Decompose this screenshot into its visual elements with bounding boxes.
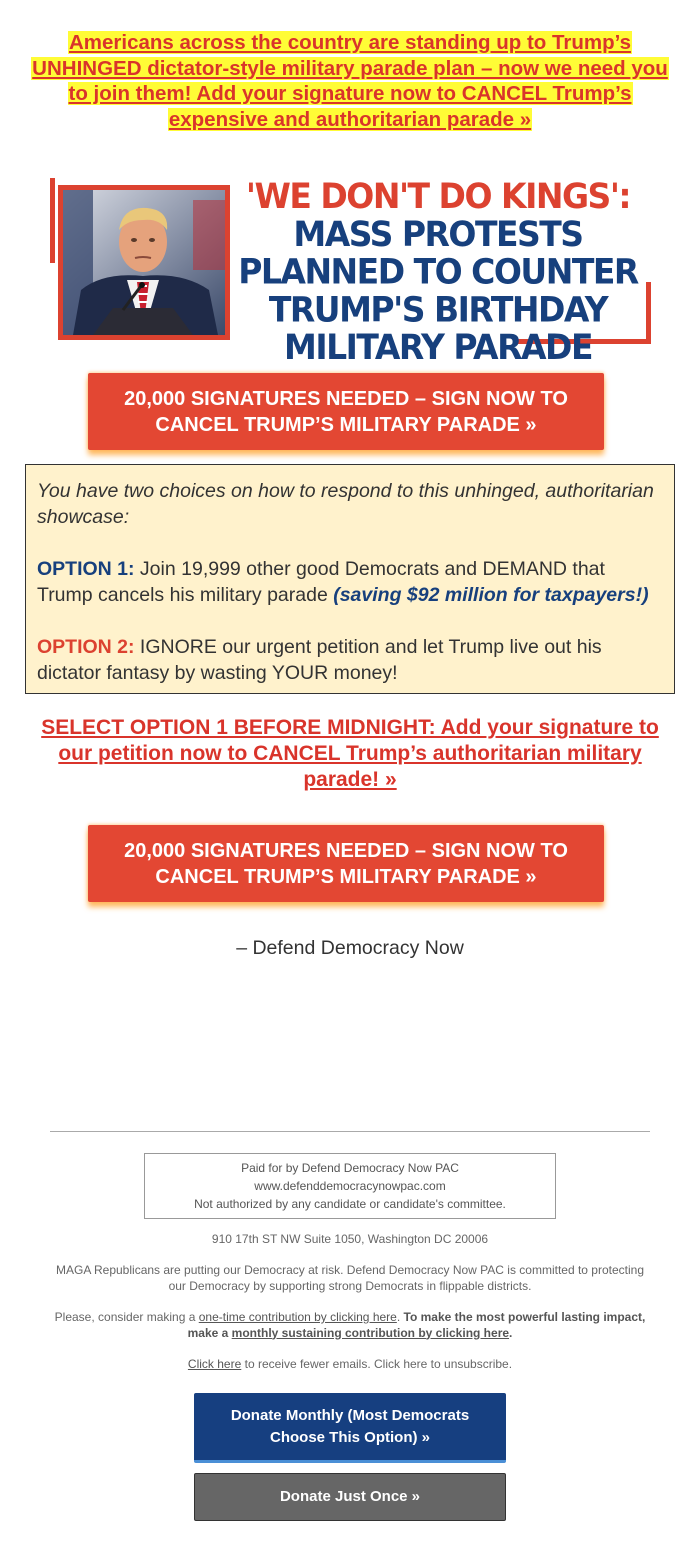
option-1-saving: (saving $92 million for taxpayers!) [333, 584, 649, 606]
paid-for-box [144, 1153, 556, 1219]
banner-headline [228, 175, 648, 368]
banner-quote: 'WE DON'T DO KINGS': [245, 175, 631, 217]
donate-monthly-label: Donate Monthly (Most Democrats Choose This Option) » [230, 1406, 470, 1446]
signoff: – Defend Democracy Now [236, 937, 464, 959]
fewer-emails-link[interactable]: Click here [187, 1357, 242, 1371]
donate-once-label: Donate Just Once » [279, 1488, 421, 1505]
option-1-text [37, 556, 663, 608]
headline-link-wrap[interactable] [25, 30, 675, 132]
monthly-contribution-link[interactable]: monthly sustaining contribution by clicking here [231, 1325, 510, 1340]
unsubscribe-text [50, 1357, 650, 1373]
not-authorized-text: Not authorized by any candidate or candidate's committee. [194, 1197, 506, 1211]
contrib-prefix: Please, consider making a [54, 1310, 199, 1324]
address-text: 910 17th ST NW Suite 1050, Washington DC 20006 [211, 1232, 489, 1246]
option-1-body: Join 19,999 other good Democrats and DEMAND that Trump cancels his military parade [37, 558, 605, 606]
option-2-text [37, 634, 663, 686]
contribution-text [50, 1310, 650, 1341]
donate-monthly-button[interactable] [194, 1393, 506, 1463]
unsub-rest: to receive fewer emails. Click here to unsubscribe. [241, 1357, 513, 1371]
paid-for-text: Paid for by Defend Democracy Now PAC [241, 1161, 459, 1175]
sign-petition-button-label: 20,000 SIGNATURES NEEDED – SIGN NOW TO CANCEL TRUMP’S MILITARY PARADE » [124, 387, 568, 436]
footer-divider [50, 1131, 650, 1132]
news-banner-image[interactable] [50, 175, 650, 368]
mission-text: MAGA Republicans are putting our Democracy at risk. Defend Democracy Now PAC is committed to protecting our Democracy by supporting strong Democrats in flippable districts. [55, 1263, 644, 1293]
option-2-body: IGNORE our urgent petition and let Trump live out his dictator fantasy by wasting YOUR money! [37, 636, 602, 684]
banner-title-rest: MASS PROTESTS PLANNED TO COUNTER TRUMP'S BIRTHDAY MILITARY PARADE [238, 213, 638, 368]
website-text: www.defenddemocracynowpac.com [254, 1179, 446, 1193]
banner-frame-top-left [50, 178, 55, 263]
choices-box [25, 464, 675, 694]
select-option-1-link[interactable]: SELECT OPTION 1 BEFORE MIDNIGHT: Add your signature to our petition now to CANCEL Trump’s authoritarian military parade! » [41, 716, 659, 791]
sign-petition-button-2[interactable] [88, 825, 604, 902]
donate-once-button[interactable] [194, 1473, 506, 1521]
headline-link[interactable]: Americans across the country are standing up to Trump’s UNHINGED dictator-style military parade plan – now we need you to join them! Add your signature now to CANCEL Trump’s expensive and authoritarian parade » [32, 31, 668, 131]
option-2-label: OPTION 2: [37, 636, 135, 658]
sign-petition-button[interactable] [88, 373, 604, 450]
choices-intro: You have two choices on how to respond to this unhinged, authoritarian showcase: [37, 480, 654, 528]
one-time-contribution-link[interactable]: one-time contribution by clicking here [198, 1310, 397, 1324]
photo-illustration [63, 190, 225, 335]
person-at-podium-photo [58, 185, 230, 340]
option-1-label: OPTION 1: [37, 558, 135, 580]
contrib-mid: . [396, 1310, 404, 1324]
contrib-end: . [509, 1325, 513, 1340]
sign-petition-button-2-label: 20,000 SIGNATURES NEEDED – SIGN NOW TO CANCEL TRUMP’S MILITARY PARADE » [124, 839, 568, 888]
contrib-bold: To make the most powerful lasting impact, make a [187, 1310, 646, 1340]
